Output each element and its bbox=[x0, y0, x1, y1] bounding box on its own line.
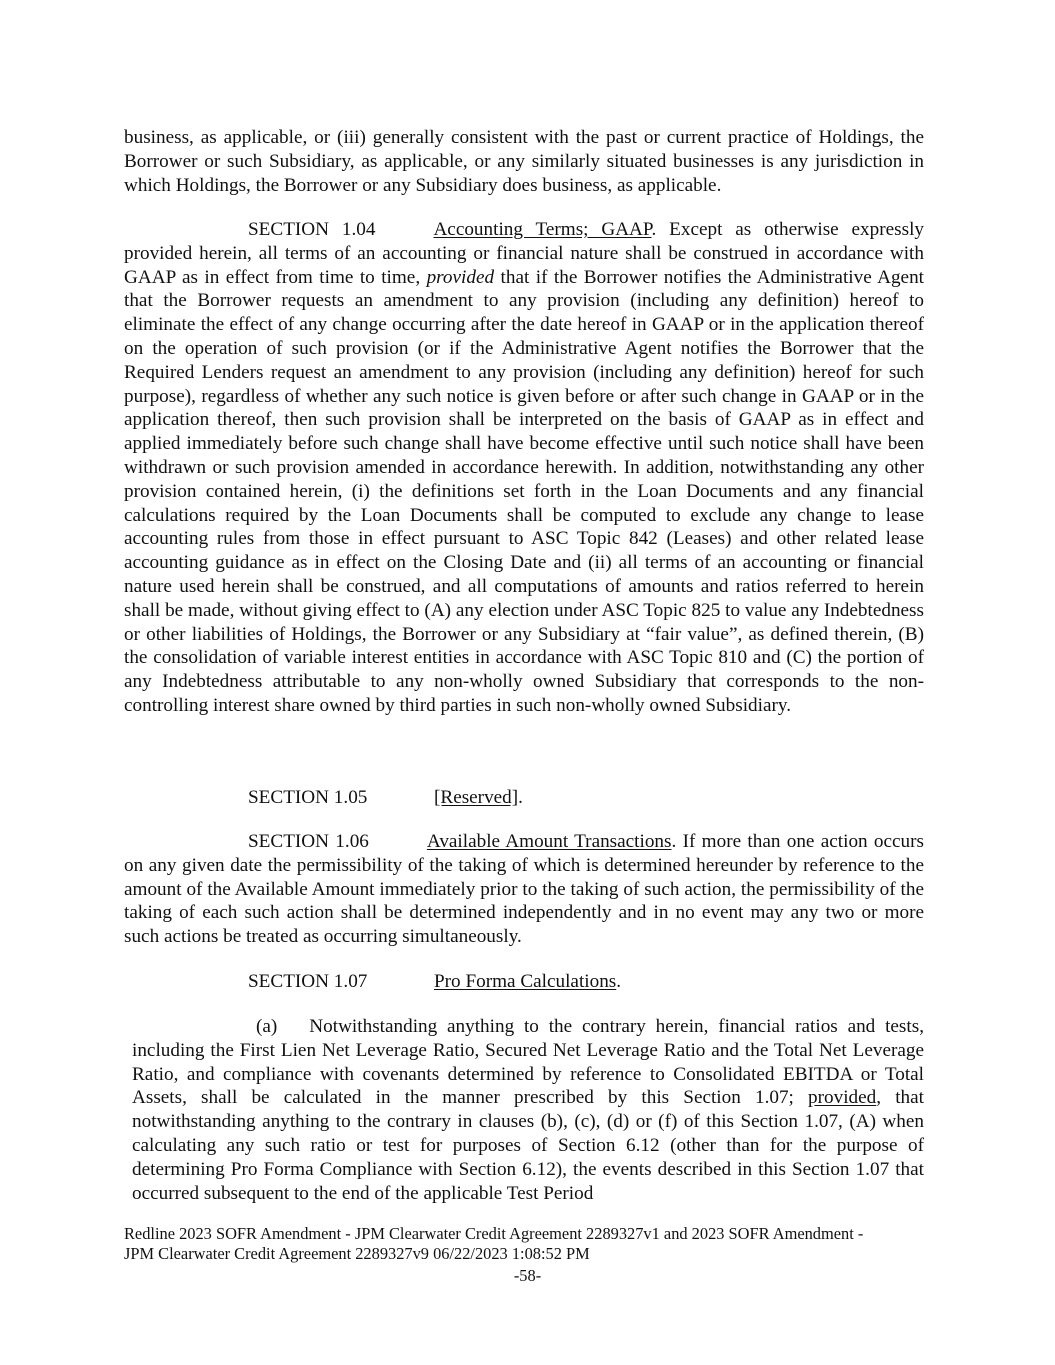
clause-a-provided: provided bbox=[808, 1087, 877, 1109]
section-1-04-title: Accounting Terms; GAAP bbox=[433, 219, 652, 240]
section-1-04-provided: provided bbox=[426, 266, 495, 288]
section-1-06-paragraph: SECTION 1.06 Available Amount Transactions. If more than one action occurs on any given date the permissibility of the taking of which is determined hereunder by reference to the amount of the Available Amount immediately prior to the taking of such action, the permissibility of the taking of each such action shall be determined independently and in no event may any two or more such actions be treated as occurring simultaneously. bbox=[124, 831, 925, 948]
clause-a-label: (a) bbox=[256, 1016, 278, 1037]
clause-a-lead: Notwithstanding anything to the contrary herein, financial ratios and tests, including the First Lien Net Leverage Ratio, Secured Net Leverage Ratio and the Total Net Leverage Ratio, and compliance with covenants determined by reference to Consolidated EBITDA or Total Assets, shall be calculated in the manner prescribed by this Section 1.07; bbox=[132, 1016, 924, 1109]
section-1-04-number: SECTION 1.04 bbox=[248, 219, 376, 240]
section-1-04-body: that if the Borrower notifies the Administrative Agent that the Borrower requests an amendment to any provision (including any definition) hereof to eliminate the effect of any change occurring after the date hereof in GAAP or in the application thereof on the operation of such provision (or if the Administrative Agent notifies the Borrower that the Required Lenders request an amendment to any provision (including any definition) hereof for such purpose), regardless of whether any such notice is given before or after such change in GAAP or in the application thereof, then such provision shall be interpreted on the basis of GAAP as in effect and applied immediately before such change shall have become effective until such notice shall have been withdrawn or such provision amended in accordance herewith. In addition, notwithstanding any other provision contained herein, (i) the definitions set forth in the Loan Documents and any financial calculations required by the Loan Documents shall be computed to exclude any change to lease accounting rules from those in effect pursuant to ASC Topic 842 (Leases) and other related lease accounting guidance as in effect on the Closing Date and (ii) all terms of an accounting or financial nature used herein shall be construed, and all computations of amounts and ratios referred to herein shall be made, without giving effect to (A) any election under ASC Topic 825 to value any Indebtedness or other liabilities of Holdings, the Borrower or any Subsidiary at “fair value”, as defined therein, (B) the consolidation of variable interest entities in accordance with ASC Topic 810 and (C) the portion of any Indebtedness attributable to any non-wholly owned Subsidiary that corresponds to the non-controlling interest share owned by third parties in such non-wholly owned Subsidiary. bbox=[124, 266, 925, 716]
section-1-05-number: SECTION 1.05 bbox=[248, 787, 368, 808]
redline-footer bbox=[124, 1224, 924, 1264]
section-1-06-number: SECTION 1.06 bbox=[248, 831, 369, 852]
section-1-06-body: If more than one action occurs on any given date the permissibility of the taking of which is determined hereunder by reference to the amount of the Available Amount immediately prior to the taking of such action, the permissibility of the taking of each such action shall be determined independently and in no event may any two or more such actions be treated as occurring simultaneously. bbox=[124, 831, 925, 948]
clause-a-paragraph bbox=[132, 1015, 924, 1205]
redline-footer-line-1: Redline 2023 SOFR Amendment - JPM Clearwater Credit Agreement 2289327v1 and 2023 SOFR Amendment - bbox=[124, 1224, 864, 1243]
section-1-04-lead: Except as otherwise expressly provided herein, all terms of an accounting or financial nature shall be construed in accordance with GAAP as in effect from time to time, bbox=[124, 219, 925, 288]
document-page: business, as applicable, or (iii) generally consistent with the past or current practice of Holdings, the Borrower or such Subsidiary, as applicable, or any similarly situated businesses is any jurisdiction in which Holdings, the Borrower or any Subsidiary does business, as applicable. SECTION 1.04 Accounting Terms; GAAP. Except as otherwise expressly provided herein, all terms of an accounting or financial nature shall be construed in accordance with GAAP as in effect from time to time, provided that if the Borrower notifies the Administrative Agent that the Borrower requests an amendment to any provision (including any definition) hereof to eliminate the effect of any change occurring after the date hereof in GAAP or in the application thereof on the operation of such provision (or if the Administrative Agent notifies the Borrower that the Required Lenders request an amendment to any provision (including any definition) hereof for such purpose), regardless of whether any such notice is given before or after such change in GAAP or in the application thereof, then such provision shall be interpreted on the basis of GAAP as in effect and applied immediately before such change shall have become effective until such notice shall have been withdrawn or such provision amended in accordance herewith. In addition, notwithstanding any other provision contained herein, (i) the definitions set forth in the Loan Documents and any financial calculations required by the Loan Documents shall be computed to exclude any change to lease accounting rules from those in effect pursuant to ASC Topic 842 (Leases) and other related lease accounting guidance as in effect on the Closing Date and (ii) all terms of an accounting or financial nature used herein shall be construed, and all computations of amounts and ratios referred to herein shall be made, without giving effect to (A) any election under ASC Topic 825 to value any Indebtedness or other liabilities of Holdings, the Borrower or any Subsidiary at “fair value”, as defined therein, (B) the consolidation of variable interest entities in accordance with ASC Topic 810 and (C) the portion of any Indebtedness attributable to any non-wholly owned Subsidiary that corresponds to the non-controlling interest share owned by third parties in such non-wholly owned Subsidiary. SECTION 1.05 [Reserved]. SECTION 1.06 Available Amount Transactions. If more than one action occurs on any given date the permissibility of the taking of which is determined hereunder by reference to the amount of the Available Amount immediately prior to the taking of such action, the permissibility of the taking of each such action shall be determined independently and in no event may any two or more such actions be treated as occurring simultaneously. SECTION 1.07 Pro Forma Calculations. (a) Notwithstanding anything to the contrary herein, financial ratios and tests, including the First Lien Net Leverage Ratio, Secured Net Leverage Ratio and the Total Net Leverage Ratio, and compliance with covenants determined by reference to Consolidated EBITDA or Total Assets, shall be calculated in the manner prescribed by this Section 1.07; provided, that notwithstanding anything to the contrary in clauses (b), (c), (d) or (f) of this Section 1.07, (A) when calculating any such ratio or test for purposes of Section 6.12 (other than for the purpose of determining Pro Forma Compliance with Section 6.12), the events described in this Section 1.07 that occurred subsequent to the end of the applicable Test Period Redline 2023 SOFR Amendment - JPM Clearwater Credit Agreement 2289327v1 and 2023 SOFR Amendment - JPM Clearwater Credit Agreement 2289327v9 06/22/2023 1:08:52 PM -58- bbox=[0, 0, 1055, 1365]
intro-paragraph: business, as applicable, or (iii) generally consistent with the past or current practice of Holdings, the Borrower or such Subsidiary, as applicable, or any similarly situated businesses is any jurisdiction in which Holdings, the Borrower or any Subsidiary does business, as applicable. bbox=[124, 127, 924, 196]
clause-a-body: , that notwithstanding anything to the contrary in clauses (b), (c), (d) or (f) of this Section 1.07, (A) when calculating any such ratio or test for purposes of Section 6.12 (other than for the purpose of determining Pro Forma Compliance with Section 6.12), the events described in this Section 1.07 that occurred subsequent to the end of the applicable Test Period bbox=[132, 1087, 924, 1204]
redline-footer-line-2: JPM Clearwater Credit Agreement 2289327v9 06/22/2023 1:08:52 PM bbox=[124, 1244, 590, 1263]
section-1-05-title: [Reserved] bbox=[434, 787, 519, 808]
section-1-04-paragraph: SECTION 1.04 Accounting Terms; GAAP. Except as otherwise expressly provided herein, all terms of an accounting or financial nature shall be construed in accordance with GAAP as in effect from time to time, provided that if the Borrower notifies the Administrative Agent that the Borrower requests an amendment to any provision (including any definition) hereof to eliminate the effect of any change occurring after the date hereof in GAAP or in the application thereof on the operation of such provision (or if the Administrative Agent notifies the Borrower that the Required Lenders request an amendment to any provision (including any definition) hereof for such purpose), regardless of whether any such notice is given before or after such change in GAAP or in the application thereof, then such provision shall be interpreted on the basis of GAAP as in effect and applied immediately before such change shall have become effective until such notice shall have been withdrawn or such provision amended in accordance herewith. In addition, notwithstanding any other provision contained herein, (i) the definitions set forth in the Loan Documents and any financial calculations required by the Loan Documents shall be computed to exclude any change to lease accounting rules from those in effect pursuant to ASC Topic 842 (Leases) and other related lease accounting guidance as in effect on the Closing Date and (ii) all terms of an accounting or financial nature used herein shall be construed, and all computations of amounts and ratios referred to herein shall be made, without giving effect to (A) any election under ASC Topic 825 to value any Indebtedness or other liabilities of Holdings, the Borrower or any Subsidiary at “fair value”, as defined therein, (B) the consolidation of variable interest entities in accordance with ASC Topic 810 and (C) the portion of any Indebtedness attributable to any non-wholly owned Subsidiary that corresponds to the non-controlling interest share owned by third parties in such non-wholly owned Subsidiary. bbox=[124, 219, 925, 716]
section-1-06-title: Available Amount Transactions bbox=[426, 831, 672, 852]
section-1-07-number: SECTION 1.07 bbox=[248, 971, 368, 992]
page-number: -58- bbox=[513, 1266, 542, 1285]
section-1-07-title: Pro Forma Calculations bbox=[434, 971, 617, 992]
